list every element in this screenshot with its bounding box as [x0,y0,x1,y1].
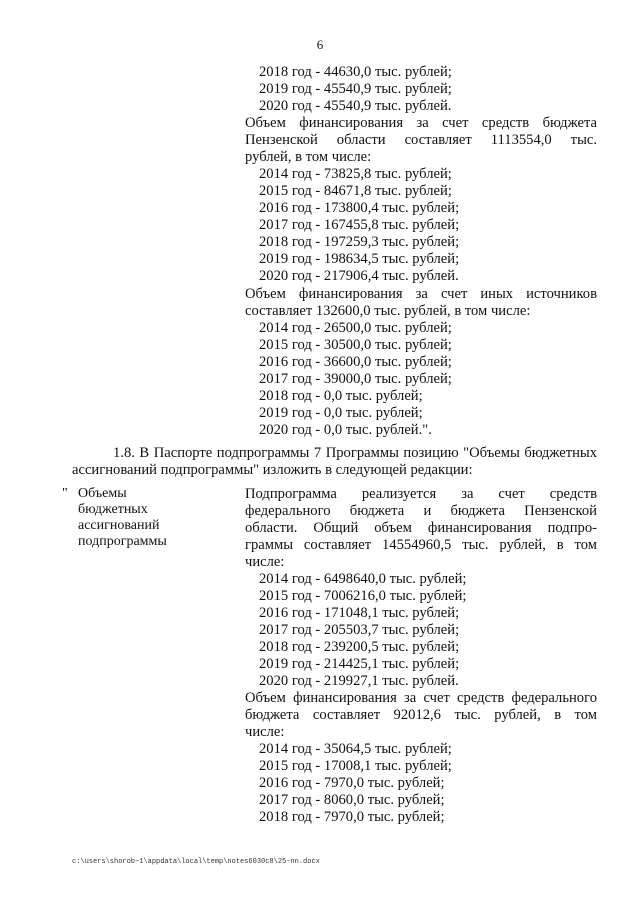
paragraph-line: Объем финансирования за счет иных источников [245,286,597,302]
year-line: 2017 год - 39000,0 тыс. рублей; [259,371,452,387]
label-line: ассигнований [78,518,160,533]
year-line: 2017 год - 167455,8 тыс. рублей; [259,217,460,233]
year-line: 2016 год - 173800,4 тыс. рублей; [259,200,460,216]
year-line: 2020 год - 0,0 тыс. рублей.". [259,422,432,438]
page-number: 6 [316,37,324,52]
opening-quote: " [62,486,68,501]
label-line: бюджетных [78,502,148,517]
year-line: 2019 год - 0,0 тыс. рублей; [259,405,423,421]
paragraph-line: Объем финансирования за счет средств бюджета [245,115,597,131]
year-line: 2016 год - 36600,0 тыс. рублей; [259,354,452,370]
year-line: 2019 год - 45540,9 тыс. рублей; [259,81,452,97]
year-line: 2014 год - 73825,8 тыс. рублей; [259,166,452,182]
year-line: 2018 год - 239200,5 тыс. рублей; [259,639,460,655]
year-line: 2015 год - 84671,8 тыс. рублей; [259,183,452,199]
paragraph-line: Подпрограмма реализуется за счет средств [245,486,597,502]
year-line: 2019 год - 214425,1 тыс. рублей; [259,656,460,672]
year-line: 2014 год - 26500,0 тыс. рублей; [259,320,452,336]
section-heading-line: ассигнований подпрограммы" изложить в следующей редакции: [72,462,473,478]
paragraph-line: бюджета составляет 92012,6 тыс. рублей, в том [245,707,597,723]
year-line: 2017 год - 205503,7 тыс. рублей; [259,622,460,638]
year-line: 2016 год - 171048,1 тыс. рублей; [259,605,460,621]
year-line: 2018 год - 44630,0 тыс. рублей; [259,64,452,80]
label-line: Объемы [78,486,127,501]
paragraph-line: области. Общий объем финансирования подпро- [245,520,597,536]
year-line: 2019 год - 198634,5 тыс. рублей; [259,251,460,267]
label-line: подпрограммы [78,534,167,549]
year-line: 2020 год - 45540,9 тыс. рублей. [259,98,452,114]
paragraph-line: граммы составляет 14554960,5 тыс. рублей, в том [245,537,597,553]
section-heading-line: 1.8. В Паспорте подпрограммы 7 Программы позицию "Объемы бюджетных [113,445,597,461]
year-line: 2015 год - 30500,0 тыс. рублей; [259,337,452,353]
year-line: 2018 год - 197259,3 тыс. рублей; [259,234,460,250]
year-line: 2018 год - 7970,0 тыс. рублей; [259,809,445,825]
paragraph-line: числе: [245,724,285,740]
year-line: 2015 год - 7006216,0 тыс. рублей; [259,588,467,604]
year-line: 2014 год - 35064,5 тыс. рублей; [259,741,452,757]
footer-file-path: c:\users\shorob~1\appdata\local\temp\notes6030c8\25-nn.docx [72,858,320,866]
year-line: 2018 год - 0,0 тыс. рублей; [259,388,423,404]
year-line: 2016 год - 7970,0 тыс. рублей; [259,775,445,791]
paragraph-line: составляет 132600,0 тыс. рублей, в том числе: [245,303,531,319]
paragraph-line: федерального бюджета и бюджета Пензенской [245,503,597,519]
year-line: 2020 год - 219927,1 тыс. рублей. [259,673,459,689]
year-line: 2020 год - 217906,4 тыс. рублей. [259,268,459,284]
year-line: 2014 год - 6498640,0 тыс. рублей; [259,571,467,587]
paragraph-line: числе: [245,554,285,570]
year-line: 2017 год - 8060,0 тыс. рублей; [259,792,445,808]
paragraph-line: Пензенской области составляет 1113554,0 тыс. [245,132,597,148]
paragraph-line: Объем финансирования за счет средств федерального [245,690,597,706]
year-line: 2015 год - 17008,1 тыс. рублей; [259,758,452,774]
paragraph-line: рублей, в том числе: [245,149,372,165]
